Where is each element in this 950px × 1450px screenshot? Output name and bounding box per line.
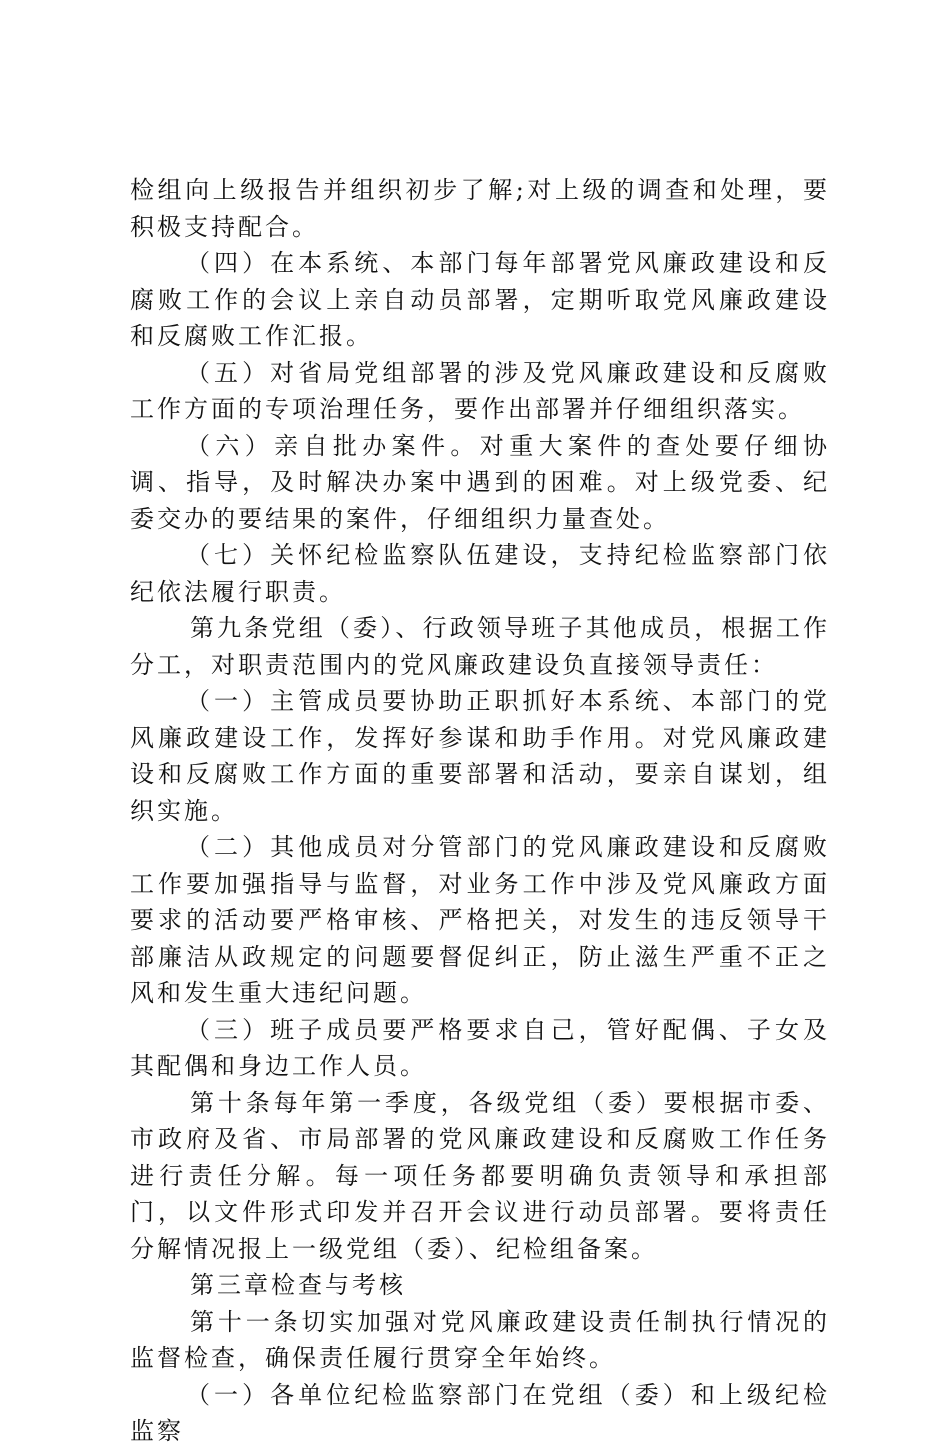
paragraph-item-1-b: （一）各单位纪检监察部门在党组（委）和上级纪检监察 — [130, 1380, 830, 1445]
paragraph-item-2: （二）其他成员对分管部门的党风廉政建设和反腐败工作要加强指导与监督，对业务工作中涉及党风廉政方面要求的活动要严格审核、严格把关，对发生的违反领导干部廉洁从政规定的问题要督促纠正，防止滋生严重不正之风和发生重大违纪问题。 — [130, 833, 830, 1007]
paragraph-article-9: 第九条党组（委）、行政领导班子其他成员，根据工作分工，对职责范围内的党风廉政建设负直接领导责任： — [130, 614, 830, 679]
paragraph-item-3: （三）班子成员要严格要求自己，管好配偶、子女及其配偶和身边工作人员。 — [130, 1015, 830, 1080]
paragraph-item-4: （四）在本系统、本部门每年部署党风廉政建设和反腐败工作的会议上亲自动员部署，定期听取党风廉政建设和反腐败工作汇报。 — [130, 249, 830, 350]
paragraph-item-6: （六）亲自批办案件。对重大案件的查处要仔细协调、指导，及时解决办案中遇到的困难。对上级党委、纪委交办的要结果的案件，仔细组织力量查处。 — [130, 431, 830, 533]
paragraph-item-1: （一）主管成员要协助正职抓好本系统、本部门的党风廉政建设工作，发挥好参谋和助手作用。对党风廉政建设和反腐败工作方面的重要部署和活动，要亲自谋划，组织实施。 — [130, 687, 830, 825]
chapter-heading: 第三章检查与考核 — [190, 1271, 406, 1299]
paragraph-article-10: 第十条每年第一季度，各级党组（委）要根据市委、市政府及省、市局部署的党风廉政建设和反腐败工作任务进行责任分解。每一项任务都要明确负责领导和承担部门，以文件形式印发并召开会议进行动员部署。要将责任分解情况报上一级党组（委）、纪检组备案。 — [130, 1088, 830, 1263]
paragraph-article-11: 第十一条切实加强对党风廉政建设责任制执行情况的监督检查，确保责任履行贯穿全年始终。 — [130, 1307, 830, 1372]
paragraph-item-5: （五）对省局党组部署的涉及党风廉政建设和反腐败工作方面的专项治理任务，要作出部署并仔细组织落实。 — [130, 358, 830, 423]
paragraph-continuation: 检组向上级报告并组织初步了解;对上级的调查和处理，要积极支持配合。 — [130, 176, 830, 241]
paragraph-item-7: （七）关怀纪检监察队伍建设，支持纪检监察部门依纪依法履行职责。 — [130, 541, 830, 606]
document-body — [130, 172, 830, 1450]
